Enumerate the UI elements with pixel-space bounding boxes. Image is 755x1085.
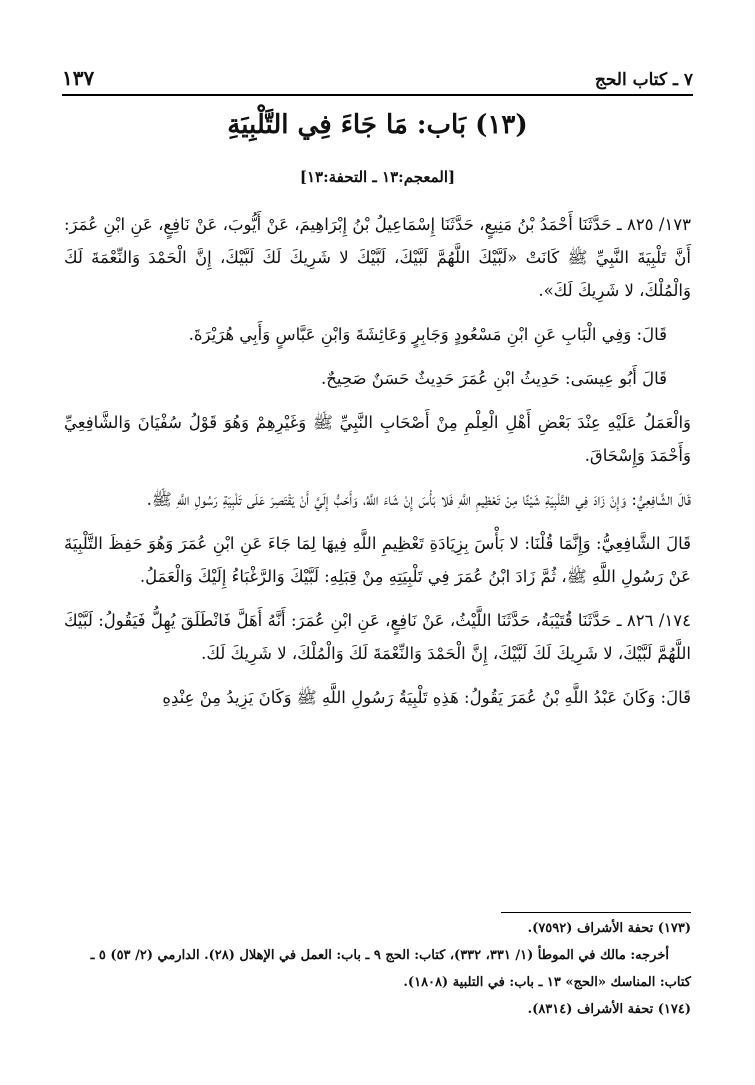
footnote: أخرجه: مالك في الموطأ (١/ ٣٣١، ٣٣٢)، كتاب: الحج ٩ ـ باب: العمل في الإهلال (٢٨). الدارمي (٢/ ٥٣) ٥ ـ كتاب: المناسك «الحج» ١٣ ـ باب: في التلبية (١٨٠٨).	[90, 948, 691, 990]
commentary-paragraph: قَالَ الشَّافِعِيُّ: وَإِنْ زَادَ فِي التَّلْبِيَةِ شَيْئًا مِنْ تَعْظِيمِ اللَّهِ فَلا بَأْسَ إِنْ شَاءَ اللَّهُ، وَأَحَبُّ إِلَيَّ أَنْ يَقْتَصِرَ عَلَى تَلْبِيَةِ رَسُولِ اللَّهِ ﷺ.	[146, 490, 691, 509]
hadith-paragraph: ١٧٣/ ٨٢٥ ـ حَدَّثَنَا أَحْمَدُ بْنُ مَنِيعٍ، حَدَّثَنَا إِسْمَاعِيلُ بْنُ إِبْرَاهِيمَ، عَنْ أَيُّوبَ، عَنْ نَافِعٍ، عَنِ ابْنِ عُمَرَ: أَنَّ تَلْبِيَةَ النَّبِيِّ ﷺ كَانَتْ «لَبَّيْكَ اللَّهُمَّ لَبَّيْكَ، لَبَّيْكَ لا شَرِيكَ لَكَ لَبَّيْكَ، إِنَّ الْحَمْدَ وَالنِّعْمَةَ لَكَ وَالْمُلْكَ، لا شَرِيكَ لَكَ».	[64, 215, 691, 300]
page-number: ١٣٧	[62, 66, 95, 90]
commentary-paragraph: قَالَ: وَكَانَ عَبْدُ اللَّهِ بْنُ عُمَرَ يَقُولُ: هَذِهِ تَلْبِيَةُ رَسُولِ اللَّهِ ﷺ وَكَانَ يَزِيدُ مِنْ عِنْدِهِ	[162, 688, 691, 707]
commentary-paragraph: قَالَ: وَفِي الْبَابِ عَنِ ابْنِ مَسْعُودٍ وَجَابِرٍ وَعَائِشَةَ وَابْنِ عَبَّاسٍ وَأَبِي هُرَيْرَةَ.	[188, 325, 667, 344]
section-index: [المعجم:١٣ ـ التحفة:١٣]	[299, 168, 456, 186]
footnote: (١٧٣) تحفة الأشراف (٧٥٩٢).	[527, 921, 691, 936]
main-text	[64, 208, 691, 725]
commentary-paragraph: وَالْعَمَلُ عَلَيْهِ عِنْدَ بَعْضِ أَهْلِ الْعِلْمِ مِنْ أَصْحَابِ النَّبِيِّ ﷺ وَغَيْرِهِمْ وَهُوَ قَوْلُ سُفْيَانَ وَالشَّافِعِيِّ وَأَحْمَدَ وَإِسْحَاقَ.	[64, 413, 691, 465]
footnote-divider	[501, 912, 691, 913]
footnote: (١٧٤) تحفة الأشراف (٨٣١٤).	[527, 1002, 691, 1017]
commentary-paragraph: قَالَ الشَّافِعِيُّ: وَإِنَّمَا قُلْنَا: لا بَأْسَ بِزِيَادَةِ تَعْظِيمِ اللَّهِ فِيهَا لِمَا جَاءَ عَنِ ابْنِ عُمَرَ وَهُوَ حَفِظَ التَّلْبِيَةَ عَنْ رَسُولِ اللَّهِ ﷺ، ثُمَّ زَادَ ابْنُ عُمَرَ فِي تَلْبِيَتِهِ مِنْ قِبَلِهِ: لَبَّيْكَ وَالرَّغْبَاءُ إِلَيْكَ وَالْعَمَلُ.	[64, 534, 691, 586]
commentary-paragraph: قَالَ أَبُو عِيسَى: حَدِيثُ ابْنِ عُمَرَ حَدِيثٌ حَسَنٌ صَحِيحٌ.	[321, 369, 667, 388]
footnotes	[64, 912, 691, 1023]
running-header	[62, 60, 693, 96]
section-title: (١٣) بَاب: مَا جَاءَ فِي التَّلْبِيَةِ	[227, 110, 528, 140]
chapter-title: ٧ ـ كتاب الحج	[594, 70, 693, 90]
hadith-paragraph: ١٧٤/ ٨٢٦ ـ حَدَّثَنَا قُتَيْبَةُ، حَدَّثَنَا اللَّيْثُ، عَنْ نَافِعٍ، عَنِ ابْنِ عُمَرَ: أَنَّهُ أَهَلَّ فَانْطَلَقَ يُهِلُّ فَيَقُولُ: لَبَّيْكَ اللَّهُمَّ لَبَّيْكَ، لا شَرِيكَ لَكَ لَبَّيْكَ، إِنَّ الْحَمْدَ وَالنِّعْمَةَ لَكَ وَالْمُلْكَ، لا شَرِيكَ لَكَ.	[64, 611, 691, 663]
